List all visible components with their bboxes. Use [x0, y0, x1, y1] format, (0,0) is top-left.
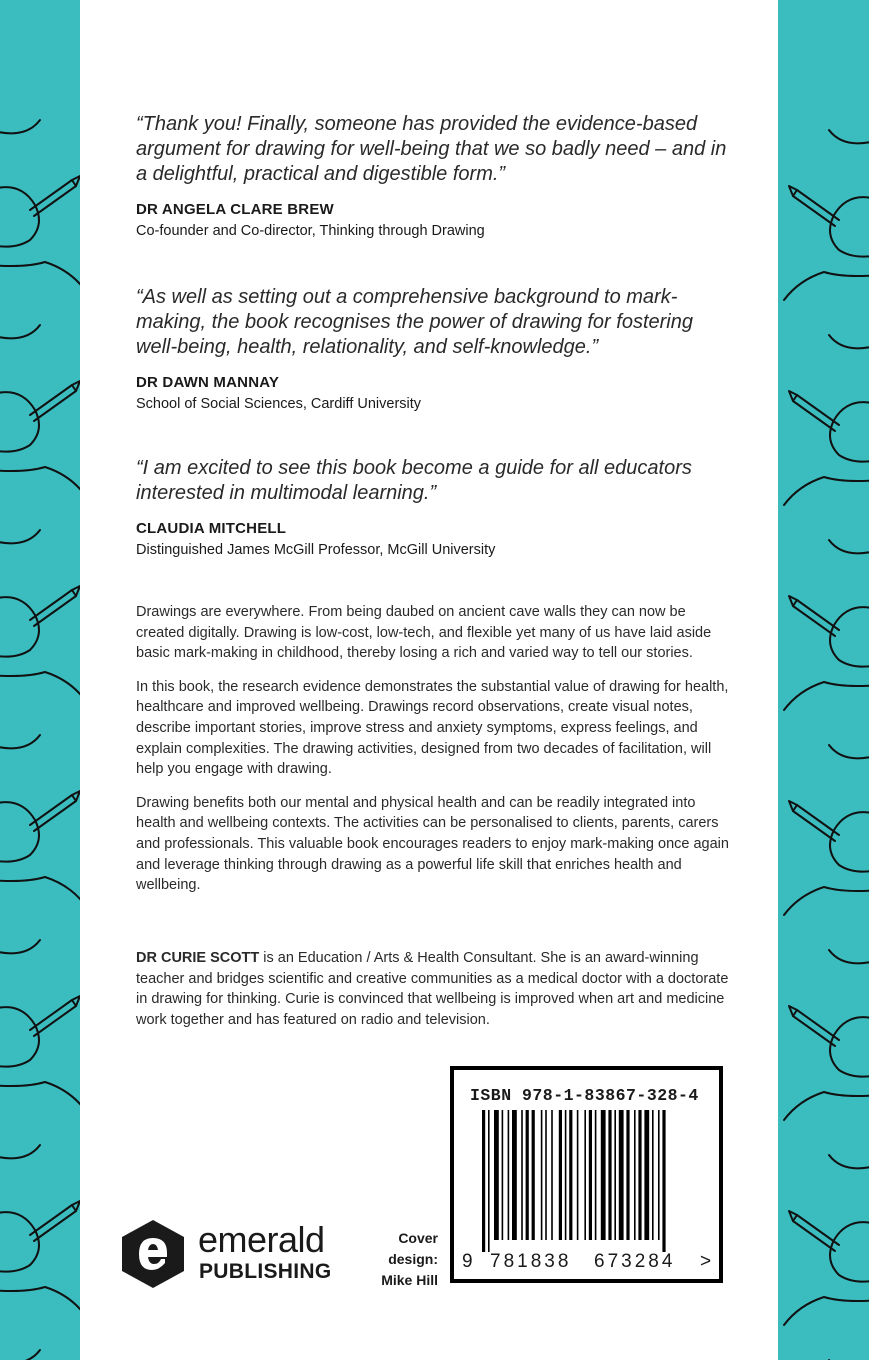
endorsement-name: DR ANGELA CLARE BREW	[136, 201, 334, 218]
endorsement-2	[136, 285, 736, 412]
endorsement-name: DR DAWN MANNAY	[136, 374, 280, 391]
barcode-digit-group: 673284	[594, 1251, 676, 1272]
hand-with-pencil-icon	[0, 735, 80, 905]
author-name: DR CURIE SCOTT	[136, 950, 260, 966]
hand-with-pencil-icon	[784, 335, 869, 505]
cover-credit	[358, 1228, 438, 1291]
endorsement-quote: “As well as setting out a comprehensive background to mark-making, the book recognises the power of drawing for fostering well-being, health, relationality, and self-knowledge.”	[136, 286, 693, 358]
hand-with-pencil-icon	[784, 950, 869, 1120]
publisher-logo	[118, 1218, 333, 1290]
cover-credit-line: Cover	[398, 1230, 438, 1246]
cover-credit-line: design:	[388, 1251, 438, 1267]
author-bio-text: is an Education / Arts & Health Consultant. She is an award-winning teacher and bridges scientific and creative communities as a medical doctor with a doctorate in drawing for thinking. Curie is convinced that wellbeing is improved when art and medicine work together and has featured on radio and television.	[136, 950, 729, 1028]
barcode-digit: >	[700, 1251, 712, 1272]
endorsement-role: Co-founder and Co-director, Thinking through Drawing	[136, 223, 485, 239]
endorsement-1	[136, 112, 736, 239]
hand-with-pencil-icon	[784, 745, 869, 915]
endorsement-role: School of Social Sciences, Cardiff University	[136, 396, 422, 412]
cover-credit-line: Mike Hill	[381, 1272, 438, 1288]
description-paragraph: Drawing benefits both our mental and physical health and can be readily integrated into health and wellbeing contexts. The activities can be personalised to clients, parents, carers and professionals. This valuable book encourages readers to enjoy mark-making once again and leverage thinking through drawing as a powerful life skill that enriches health and wellbeing.	[136, 794, 729, 894]
emerald-logo-icon	[118, 1218, 188, 1290]
hand-with-pencil-icon	[0, 1145, 80, 1315]
hand-with-pencil-icon	[0, 530, 80, 700]
hand-with-pencil-icon	[784, 540, 869, 710]
hand-with-pencil-icon	[0, 120, 80, 290]
hand-with-pencil-icon	[778, 0, 869, 1360]
barcode-bars	[482, 1110, 692, 1252]
isbn-label: ISBN 978-1-83867-328-4	[470, 1086, 699, 1105]
hand-with-pencil-icon	[0, 940, 80, 1110]
barcode-digit: 9	[462, 1251, 473, 1272]
hand-with-pencil-icon	[0, 0, 80, 1360]
publisher-name: emerald	[198, 1219, 325, 1260]
publisher-subname: PUBLISHING	[199, 1260, 332, 1283]
barcode-digit-group: 781838	[490, 1251, 572, 1272]
right-pattern-strip	[778, 0, 869, 1360]
endorsement-quote: “I am excited to see this book become a guide for all educators interested in multimodal learning.”	[136, 457, 692, 504]
description-paragraph: Drawings are everywhere. From being daubed on ancient cave walls they can now be created digitally. Drawing is low-cost, low-tech, and flexible yet many of us have laid aside basic mark-making in childhood, thereby losing a rich and varied way to tell our stories.	[136, 604, 712, 662]
author-bio	[136, 948, 736, 1043]
endorsement-name: CLAUDIA MITCHELL	[136, 520, 287, 537]
left-pattern-strip	[0, 0, 80, 1360]
hand-with-pencil-icon	[784, 130, 869, 300]
back-cover-panel	[80, 0, 778, 1360]
book-description	[136, 602, 736, 909]
hand-with-pencil-icon	[0, 1350, 80, 1360]
isbn-barcode	[450, 1066, 723, 1283]
hand-with-pencil-icon	[784, 1155, 869, 1325]
endorsement-quote: “Thank you! Finally, someone has provided the evidence-based argument for drawing for well-being that we so badly need – and in a delightful, practical and digestible form.”	[136, 113, 727, 185]
endorsement-3	[136, 456, 736, 558]
description-paragraph: In this book, the research evidence demonstrates the substantial value of drawing for health, healthcare and improved wellbeing. Drawings record observations, create visual notes, describe important stories, improve stress and anxiety symptoms, express feelings, and explain complexities. The drawing activities, designed from two decades of facilitation, will help you engage with drawing.	[136, 678, 729, 778]
hand-with-pencil-icon	[0, 325, 80, 495]
endorsement-role: Distinguished James McGill Professor, McGill University	[136, 542, 496, 558]
